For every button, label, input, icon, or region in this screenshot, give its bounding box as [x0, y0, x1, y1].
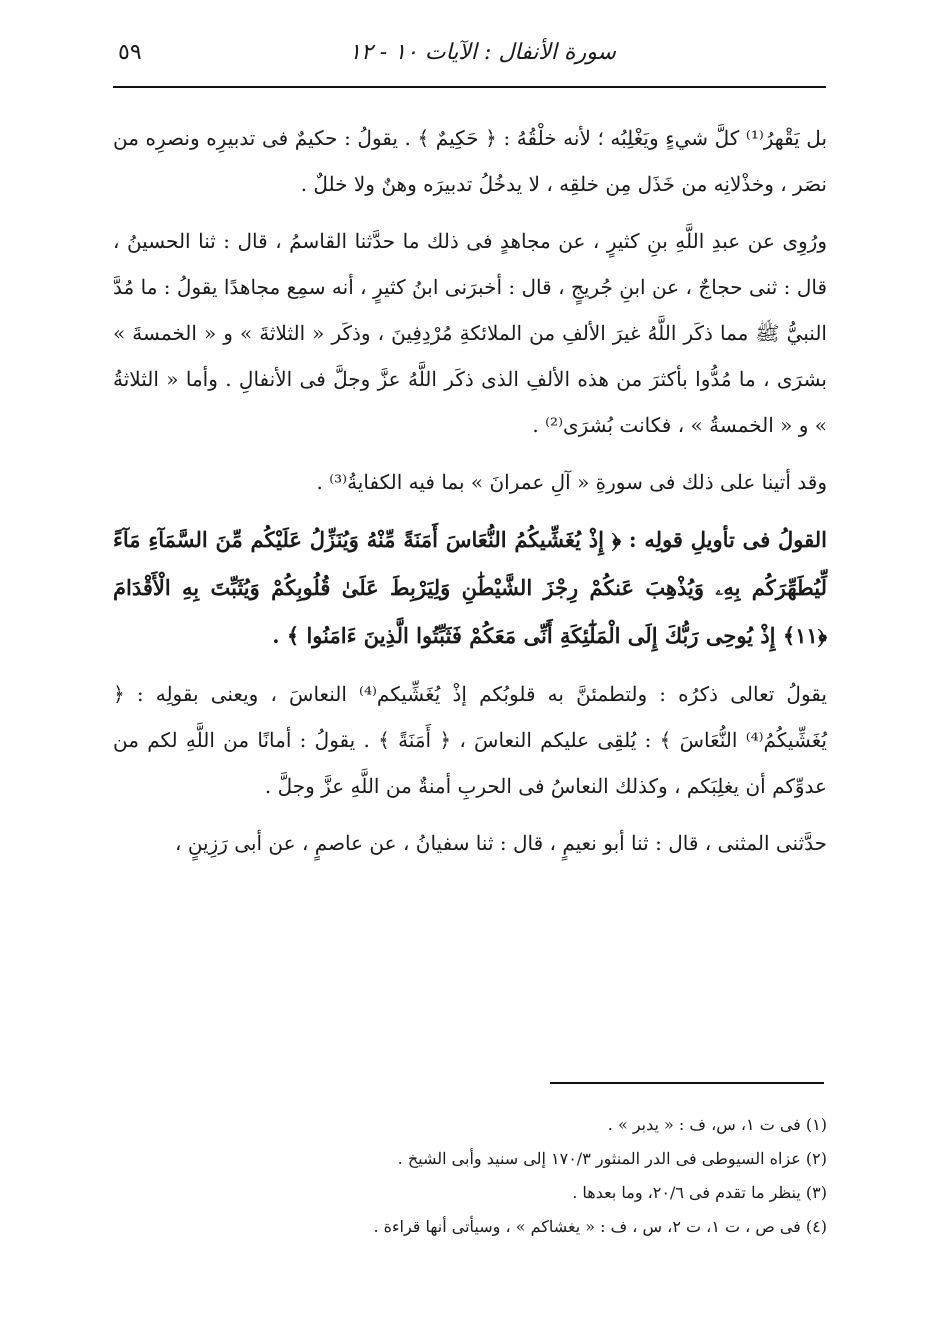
footnote-2: (٢) عزاه السيوطى فى الدر المنثور ١٧٠/٣ إلى سنيد وأبى الشيخ . [397, 1149, 827, 1168]
footnotes [113, 1108, 827, 1244]
paragraph-5: يقولُ تعالى ذكرُه : ولتطمئنَّ به قلوبُكم إذْ يُغَشِّيكم⁽⁴⁾ النعاسَ ، ويعنى بقولِه : ﴿ يُغَشِّيكُمُ⁽⁴⁾ النُّعَاسَ ﴾ : يُلقِى عليكم النعاسَ ، ﴿ أَمَنَةً ﴾ . يقولُ : أمانًا من اللَّهِ لكم من عدوِّكم أن يغلِبَكم ، وكذلك النعاسُ فى الحربِ أمنةٌ من اللَّهِ عزَّ وجلَّ . [113, 682, 827, 798]
paragraph-1: بل يَقْهرُ⁽¹⁾ كلَّ شيءٍ ويَغْلِبُه ؛ لأنه خلْقُهُ : ﴿ حَكِيمٌ ﴾ . يقولُ : حكيمٌ فى تدبيرِه ونصرِه من نصَر ، وخذْلانِه من خَذَل مِن خلقِه ، لا يدخُلُ تدبيرَه وهنٌ ولا خللٌ . [113, 126, 828, 196]
footnote-4: (٤) فى ص ، ت ١، ت ٢، س ، ف : « يغشاكم » ، وسيأتى أنها قراءة . [373, 1217, 827, 1236]
paragraph-6: حدَّثنى المثنى ، قال : ثنا أبو نعيمٍ ، قال : ثنا سفيانُ ، عن عاصمٍ ، عن أبى رَزِينٍ ، [175, 831, 827, 855]
page-header [118, 38, 826, 78]
paragraph-2: ورُوِى عن عبدِ اللَّهِ بنِ كثيرٍ ، عن مجاهدٍ فى ذلك ما حدَّثنا القاسمُ ، قال : ثنا الحسينُ ، قال : ثنى حجاجٌ ، عن ابنِ جُريجٍ ، قال : أخبرَنى ابنُ كثيرٍ ، أنه سمِع مجاهدًا يقولُ : ما مُدَّ النبيُّ ﷺ مما ذكَر اللَّهُ غيرَ الألفِ من الملائكةِ مُرْدِفِينَ ، وذكَر « الثلاثةَ » و « الخمسةَ » بشرَى ، ما مُدُّوا بأكثرَ من هذه الألفِ الذى ذكَر اللَّهُ عزَّ وجلَّ فى الأنفالِ . وأما « الثلاثةُ » و « الخمسةُ » ، فكانت بُشرَى⁽²⁾ . [113, 229, 828, 437]
main-text [113, 115, 827, 877]
paragraph-3: وقد أتينا على ذلك فى سورةِ « آلِ عمرانَ » بما فيه الكفايةُ⁽³⁾ . [316, 470, 827, 494]
page-number: ٥٩ [118, 40, 142, 65]
footnote-1: (١) فى ت ١، س، ف : « يدبر » . [607, 1115, 827, 1134]
footnote-divider [550, 1082, 824, 1084]
running-header-title: سورة الأنفال : الآيات ١٠ - ١٢ [349, 40, 616, 65]
verse-commentary-heading: القولُ فى تأويلِ قولِه : ﴿ إِذْ يُغَشِّيكُمُ النُّعَاسَ أَمَنَةً مِّنْهُ وَيُنَزِّلُ عَلَيْكُم مِّنَ السَّمَآءِ مَآءً لِّيُطَهِّرَكُم بِهِۦ وَيُذْهِبَ عَنكُمْ رِجْزَ الشَّيْطَٰنِ وَلِيَرْبِطَ عَلَىٰ قُلُوبِكُمْ وَيُثَبِّتَ بِهِ الْأَقْدَامَ ﴿١١﴾ إِذْ يُوحِى رَبُّكَ إِلَى الْمَلَٰٓئِكَةِ أَنِّى مَعَكُمْ فَثَبِّتُوا الَّذِينَ ءَامَنُوا ﴾ . [113, 527, 827, 648]
footnote-3: (٣) ينظر ما تقدم فى ٢٠/٦، وما بعدها . [572, 1183, 827, 1202]
header-divider [113, 86, 826, 88]
